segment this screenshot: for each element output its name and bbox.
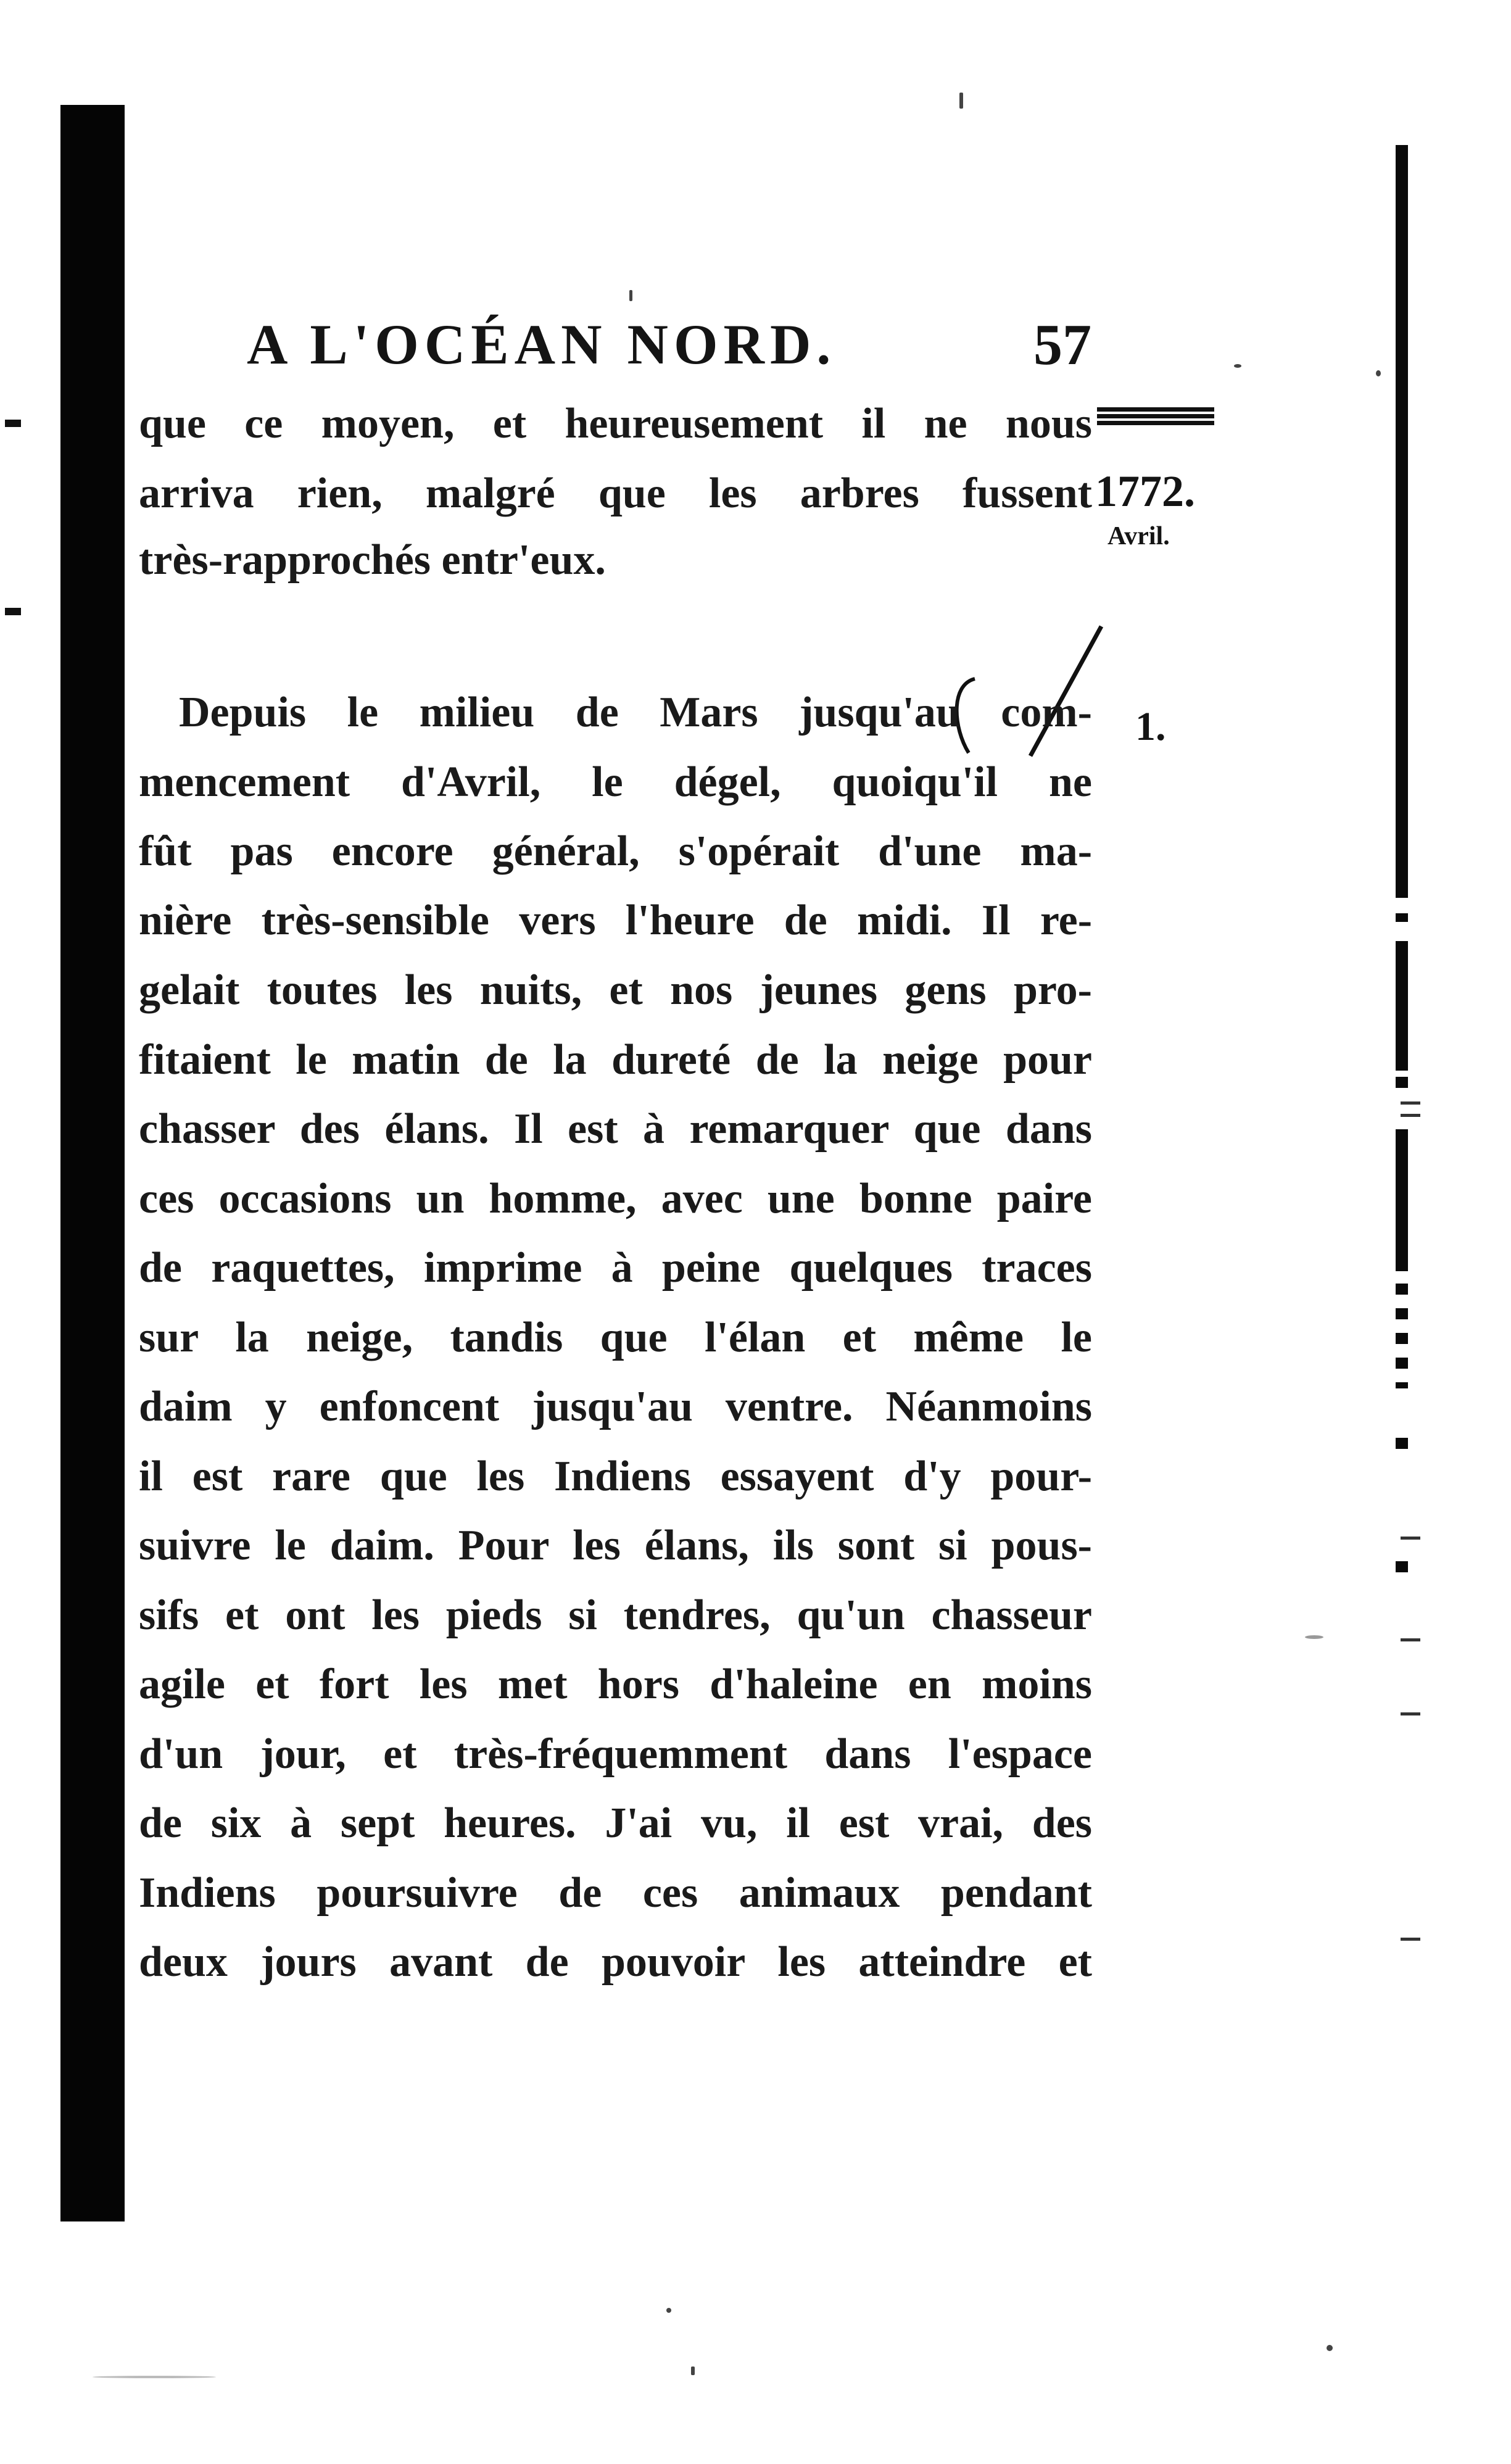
scan-right-tick: [1396, 1333, 1408, 1344]
margin-year: 1772.: [1095, 467, 1195, 516]
scan-right-tick: [1401, 1114, 1420, 1117]
scan-right-tick: [1401, 1638, 1420, 1641]
text-line: chasser des élans. Il est à remarquer que dans: [139, 1105, 1092, 1153]
scan-speck: [93, 2376, 216, 2378]
scan-speck: [1234, 364, 1241, 368]
margin-month: Avril.: [1107, 522, 1170, 550]
text-line: sifs et ont les pieds si tendres, qu'un chasseur: [139, 1591, 1092, 1639]
text-line: arriva rien, malgré que les arbres fussent: [139, 470, 1092, 517]
scan-right-tick: [1401, 1537, 1420, 1540]
text-line: très-rapprochés entr'eux.: [139, 536, 606, 584]
scan-left-edge: [60, 105, 125, 2221]
scan-right-tick: [1396, 1308, 1408, 1319]
scan-right-tick: [1401, 1712, 1420, 1715]
scan-speck: [629, 290, 632, 301]
scan-right-tick: [1401, 1938, 1420, 1941]
text-line: daim y enfoncent jusqu'au ventre. Néanmoins: [139, 1383, 1092, 1430]
text-line: sur la neige, tandis que l'élan et même le: [139, 1314, 1092, 1361]
scan-right-tick: [1396, 913, 1408, 922]
text-line: Depuis le milieu de Mars jusqu'au com-: [179, 689, 1092, 736]
scan-right-tick: [1401, 1101, 1420, 1105]
text-line: ces occasions un homme, avec une bonne paire: [139, 1175, 1092, 1222]
scan-speck: [1327, 2345, 1333, 2351]
margin-rule-mark: [1097, 407, 1214, 432]
scan-speck: [1376, 370, 1381, 376]
text-line: nière très-sensible vers l'heure de midi. Il re-: [139, 897, 1092, 944]
scan-speck: [691, 2367, 695, 2375]
scan-right-rule: [1396, 941, 1408, 1071]
text-line: deux jours avant de pouvoir les atteindre et: [139, 1938, 1092, 1986]
text-line: fût pas encore général, s'opérait d'une ma-: [139, 828, 1092, 875]
text-line: il est rare que les Indiens essayent d'y pour-: [139, 1453, 1092, 1500]
text-line: Indiens poursuivre de ces animaux pendant: [139, 1869, 1092, 1917]
text-line: gelait toutes les nuits, et nos jeunes gens pro-: [139, 966, 1092, 1014]
text-line: de six à sept heures. J'ai vu, il est vrai, des: [139, 1799, 1092, 1847]
scan-right-tick: [1396, 1284, 1408, 1295]
running-title: A L'OCÉAN NORD.: [247, 313, 837, 376]
scan-speck: [666, 2308, 671, 2313]
text-line: fitaient le matin de la dureté de la neige pour: [139, 1036, 1092, 1084]
page-number: 57: [1033, 313, 1091, 377]
text-line: que ce moyen, et heureusement il ne nous: [139, 400, 1092, 447]
paragraph-number: 1.: [1135, 704, 1166, 749]
scan-right-tick: [1396, 1561, 1408, 1572]
text-line: de raquettes, imprime à peine quelques traces: [139, 1244, 1092, 1292]
scan-left-mark: [5, 420, 21, 427]
scan-speck: [959, 93, 963, 109]
text-line: d'un jour, et très-fréquemment dans l'espace: [139, 1730, 1092, 1778]
scan-left-mark: [5, 608, 21, 615]
scan-right-tick: [1396, 1382, 1408, 1388]
scan-right-rule: [1396, 1129, 1408, 1271]
scan-right-tick: [1396, 1358, 1408, 1369]
text-line: suivre le daim. Pour les élans, ils sont si pous-: [139, 1522, 1092, 1569]
scan-right-tick: [1396, 1077, 1408, 1088]
scan-speck: [1305, 1635, 1323, 1639]
text-line: agile et fort les met hors d'haleine en moins: [139, 1661, 1092, 1708]
scan-right-rule: [1396, 145, 1408, 898]
scan-right-tick: [1396, 1438, 1408, 1449]
text-line: mencement d'Avril, le dégel, quoiqu'il ne: [139, 758, 1092, 806]
